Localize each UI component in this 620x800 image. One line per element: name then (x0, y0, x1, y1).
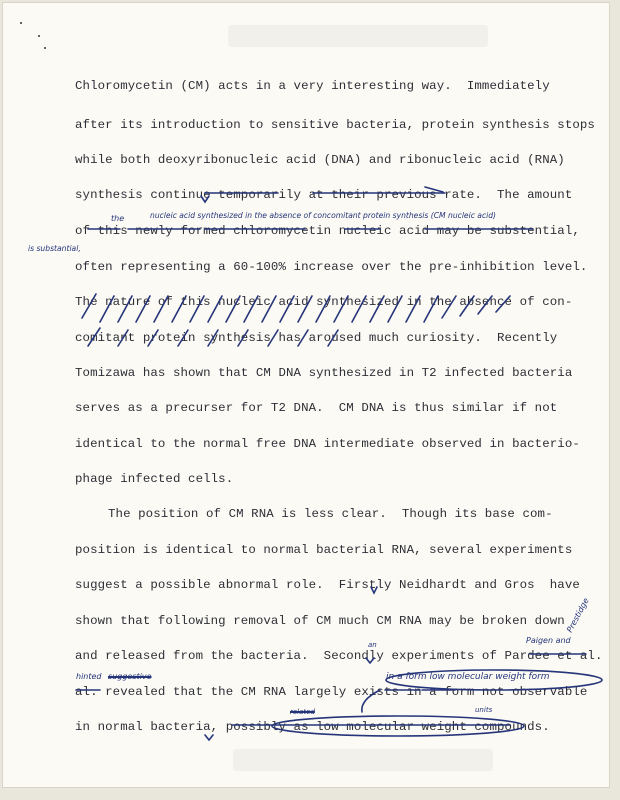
typed-line: and released from the bacteria. Secondly experiments of Pardee et al. (75, 649, 603, 663)
prestidge-note: Prestidge (565, 596, 591, 634)
typed-line: while both deoxyribonucleic acid (DNA) and ribonucleic acid (RNA) (75, 153, 565, 167)
show-through-footer (233, 749, 493, 771)
typed-line: synthesis continue temporarily at their previous rate. The amount (75, 188, 573, 202)
paigen-and-note: Paigen and (526, 636, 571, 645)
typed-line: al. revealed that the CM RNA largely exists in a form not observable (75, 685, 588, 699)
typed-line: phage infected cells. (75, 472, 234, 486)
typed-line: comitant protein synthesis has aroused much curiosity. Recently (75, 331, 558, 345)
typed-line: in normal bacteria, possibly as low molecular weight compounds. (75, 720, 550, 734)
is-substantial-margin-note: is substantial, (28, 244, 81, 253)
typed-line: serves as a precurser for T2 DNA. CM DNA is thus similar if not (75, 401, 558, 415)
an-insertion-note: an (368, 641, 377, 649)
typed-line: Chloromycetin (CM) acts in a very interesting way. Immediately (75, 79, 550, 93)
typed-line: often representing a 60-100% increase over the pre-inhibition level. (75, 260, 588, 274)
speck (44, 47, 46, 49)
units-note: units (475, 706, 493, 714)
speck (38, 35, 40, 37)
speck (20, 22, 22, 24)
typed-line: Tomizawa has shown that CM DNA synthesized in T2 infected bacteria (75, 366, 573, 380)
typed-line: The nature of this nucleic acid synthesized in the absence of con- (75, 295, 573, 309)
related-struck-note: related (290, 708, 315, 716)
low-molecular-weight-form-note: in a form low molecular weight form (386, 672, 550, 682)
typed-line: of this newly formed chloromycetin nucleic acid may be substential, (75, 224, 580, 238)
typed-line: position is identical to normal bacterial RNA, several experiments (75, 543, 573, 557)
typed-line: after its introduction to sensitive bacteria, protein synthesis stops (75, 118, 595, 132)
suggestive-struck-note: suggestive (108, 672, 152, 681)
typed-line: suggest a possible abnormal role. Firstly Neidhardt and Gros have (75, 578, 580, 592)
show-through-title (228, 25, 488, 47)
hinted-note: hinted (76, 672, 102, 681)
insert-the-note: the (111, 214, 125, 223)
typed-line: identical to the normal free DNA intermediate observed in bacterio- (75, 437, 580, 451)
nucleic-acid-insertion-note: nucleic acid synthesized in the absence of concomitant protein synthesis (CM nucleic acid) (150, 211, 497, 220)
typed-line: shown that following removal of CM much CM RNA may be broken down (75, 614, 565, 628)
typed-line: The position of CM RNA is less clear. Though its base com- (108, 507, 553, 521)
